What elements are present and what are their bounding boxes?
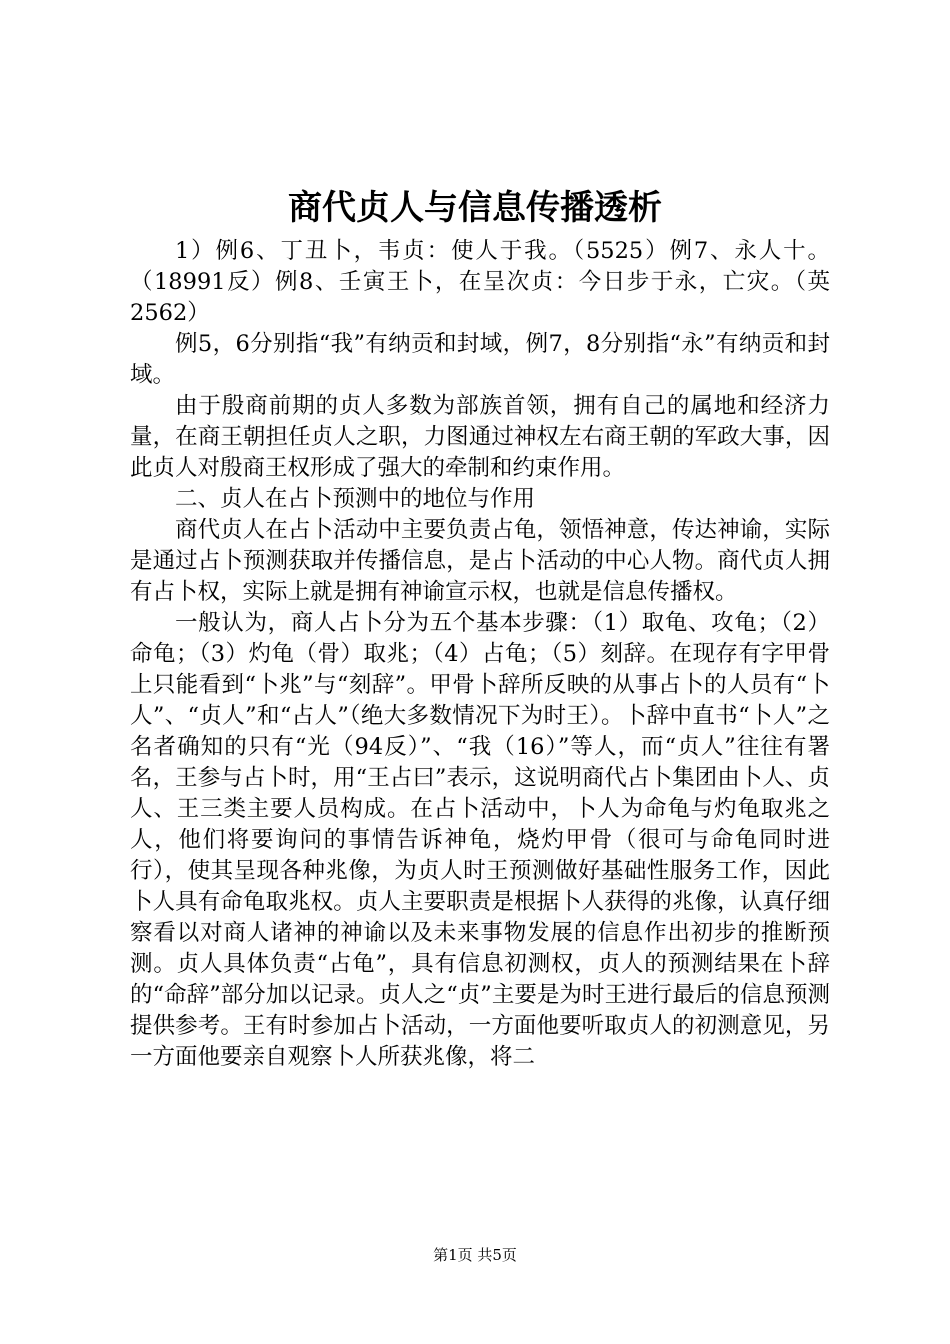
- paragraph-example-notes: 例5，6分别指“我”有纳贡和封域，例7，8分别指“永”有纳贡和封域。: [130, 331, 830, 388]
- section-heading: 二、贞人在占卜预测中的地位与作用: [175, 486, 536, 512]
- page-number-footer: 第1页 共5页: [433, 1246, 517, 1264]
- paragraph-zhenren-power: 由于殷商前期的贞人多数为部族首领，拥有自己的属地和经济力量，在商王朝担任贞人之职，力图通过神权左右商王朝的军政大事，因此贞人对殷商王权形成了强大的牵制和约束作用。: [130, 393, 830, 481]
- paragraph-examples: 1）例6、丁丑卜，韦贞：使人于我。（5525）例7、永人十。（18991反）例8、壬寅王卜，在呈次贞：今日步于永，亡灾。（英2562）: [130, 238, 830, 326]
- paragraph-divination-steps: 一般认为，商人占卜分为五个基本步骤：（1）取龟、攻龟；（2）命龟；（3）灼龟（骨）取兆；（4）占龟；（5）刻辞。在现存有字甲骨上只能看到“卜兆”与“刻辞”。甲骨卜辞所反映的从事占卜的人员有“卜人”、“贞人”和“占人”（绝大多数情况下为时王）。卜辞中直书“卜人”之名者确知的只有“光（94反）”、“我（16）”等人，而“贞人”往往有署名，王参与占卜时，用“王占曰”表示，这说明商代占卜集团由卜人、贞人、王三类主要人员构成。在占卜活动中，卜人为命龟与灼龟取兆之人，他们将要询问的事情告诉神龟，烧灼甲骨（很可与命龟同时进行），使其呈现各种兆像，为贞人时王预测做好基础性服务工作，因此卜人具有命龟取兆权。贞人主要职责是根据卜人获得的兆像，认真仔细察看以对商人诸神的神谕以及未来事物发展的信息作出初步的推断预测。贞人具体负责“占龟”，具有信息初测权，贞人的预测结果在卜辞的“命辞”部分加以记录。贞人之“贞”主要是为时王进行最后的信息预测提供参考。王有时参加占卜活动，一方面他要听取贞人的初测意见，另一方面他要亲自观察卜人所获兆像，将二: [130, 610, 830, 1070]
- paragraph-divination-role: 商代贞人在占卜活动中主要负责占龟，领悟神意，传达神谕，实际是通过占卜预测获取并传播信息，是占卜活动的中心人物。商代贞人拥有占卜权，实际上就是拥有神谕宣示权，也就是信息传播权。: [130, 517, 830, 605]
- document-title: 商代贞人与信息传播透析: [288, 188, 662, 228]
- document-body: [130, 236, 830, 1073]
